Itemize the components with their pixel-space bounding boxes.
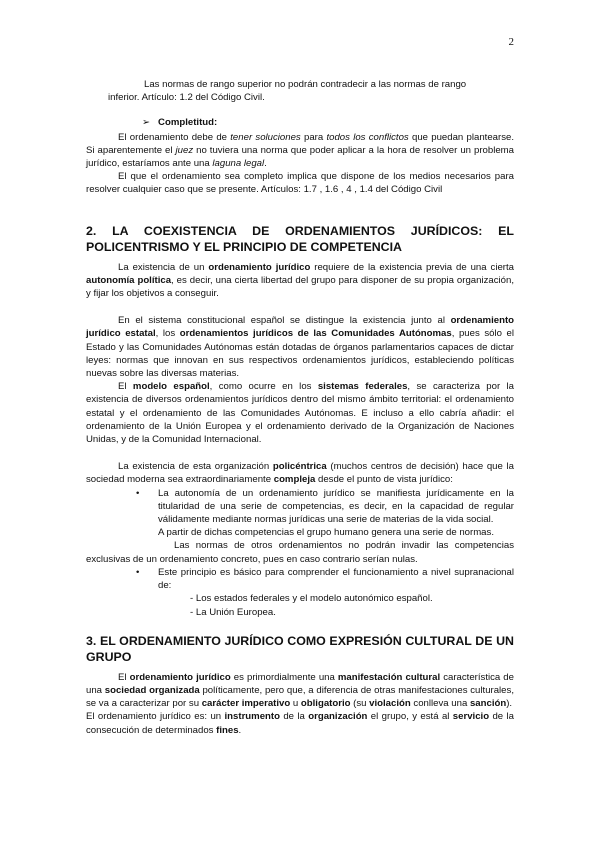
dash-item-ue: - La Unión Europea. bbox=[190, 606, 276, 618]
section-3-heading: 3. EL ORDENAMIENTO JURÍDICO COMO EXPRESIÓN CULTURAL DE UN GRUPO bbox=[86, 633, 514, 664]
list-item: • Este principio es básico para comprender el funcionamiento a nivel supranacional de: bbox=[136, 566, 514, 592]
page-number: 2 bbox=[508, 36, 514, 48]
dash-item-federal: - Los estados federales y el modelo autonómico español. bbox=[190, 593, 433, 605]
intro-paragraph: Las normas de rango superior no podrán contradecir a las normas de rango bbox=[144, 79, 467, 90]
completitud-paragraph-1: El ordenamiento debe de tener soluciones para todos los conflictos que puedan plantearse. Si aparentemente el juez no tuviera una norma que poder aplicar a la hora de resolver un problema jurídico, estaríamos ante una laguna legal. bbox=[86, 131, 514, 170]
completitud-heading: ➢ Completitud: bbox=[142, 117, 218, 129]
document-body bbox=[86, 78, 514, 737]
bullet-continuation: A partir de dichas competencias el grupo humano genera una serie de normas. bbox=[158, 527, 494, 539]
section-2-paragraph-3: El modelo español, como ocurre en los sistemas federales, se caracteriza por la existencia de diversos ordenamientos jurídicos dentro del mismo ámbito territorial: el ordenamiento estatal y el ordenamiento de las Comunidades Autónomas. E incluso a ello cabría añadir: el ordenamiento de la Unión Europea y el ordenamiento derivado de la Organización de Naciones Unidas, y de la Comunidad Internacional. bbox=[86, 381, 514, 446]
completitud-paragraph-2: El que el ordenamiento sea completo implica que dispone de los medios necesarios para resolver cualquier caso que se presente. Artículos: 1.7 , 1.6 , 4 , 1.4 del Código Civil bbox=[86, 171, 514, 196]
section-3-paragraph-1: El ordenamiento jurídico es primordialmente una manifestación cultural característica de una sociedad organizada políticamente, pero que, a diferencia de otras manifestaciones culturales, se va a caracterizar por su carácter imperativo u obligatorio (su violación conlleva una sanción). bbox=[86, 671, 514, 710]
intro-paragraph-cont: inferior. Artículo: 1.2 del Código Civil. bbox=[108, 92, 265, 104]
bullet-icon: • bbox=[136, 487, 140, 499]
section-3-paragraph-2: El ordenamiento jurídico es: un instrumento de la organización el grupo, y está al servicio de la consecución de determinados fines. bbox=[86, 711, 514, 736]
arrow-bullet-icon: ➢ bbox=[142, 117, 151, 129]
competencias-list bbox=[86, 487, 514, 527]
section-2-paragraph-2: En el sistema constitucional español se distingue la existencia junto al ordenamiento jurídico estatal, los ordenamientos jurídicos de las Comunidades Autónomas, pues sólo el Estado y las Comunidades Autónomas están dotadas de órganos parlamentarios capaces de dictar leyes: normas que innovan en sus respectivos ordenamientos jurídicos, estableciendo políticas nuevas sobre las diversas materias. bbox=[86, 315, 514, 380]
section-2-paragraph-1: La existencia de un ordenamiento jurídico requiere de la existencia previa de una cierta autonomía política, es decir, una cierta libertad del grupo para disponer de su propia organización, y fijar los objetivos a conseguir. bbox=[86, 261, 514, 300]
note-paragraph: Las normas de otros ordenamientos no podrán invadir las competencias exclusivas de un ordenamiento concreto, pues en caso contrario serían nulas. bbox=[86, 540, 514, 565]
section-2-paragraph-4: La existencia de esta organización policéntrica (muchos centros de decisión) hace que la sociedad moderna sea extraordinariamente compleja desde el punto de vista jurídico: bbox=[86, 461, 514, 486]
principle-list bbox=[86, 566, 514, 592]
list-item: • La autonomía de un ordenamiento jurídico se manifiesta jurídicamente en la titularidad de una serie de competencias, es decir, en la capacidad de regular válidamente mediante normas jurídicas una serie de materias de la vida social. bbox=[136, 487, 514, 526]
section-2-heading: 2. LA COEXISTENCIA DE ORDENAMIENTOS JURÍDICOS: EL POLICENTRISMO Y EL PRINCIPIO DE COMPETENCIA bbox=[86, 223, 514, 254]
bullet-icon: • bbox=[136, 566, 140, 578]
